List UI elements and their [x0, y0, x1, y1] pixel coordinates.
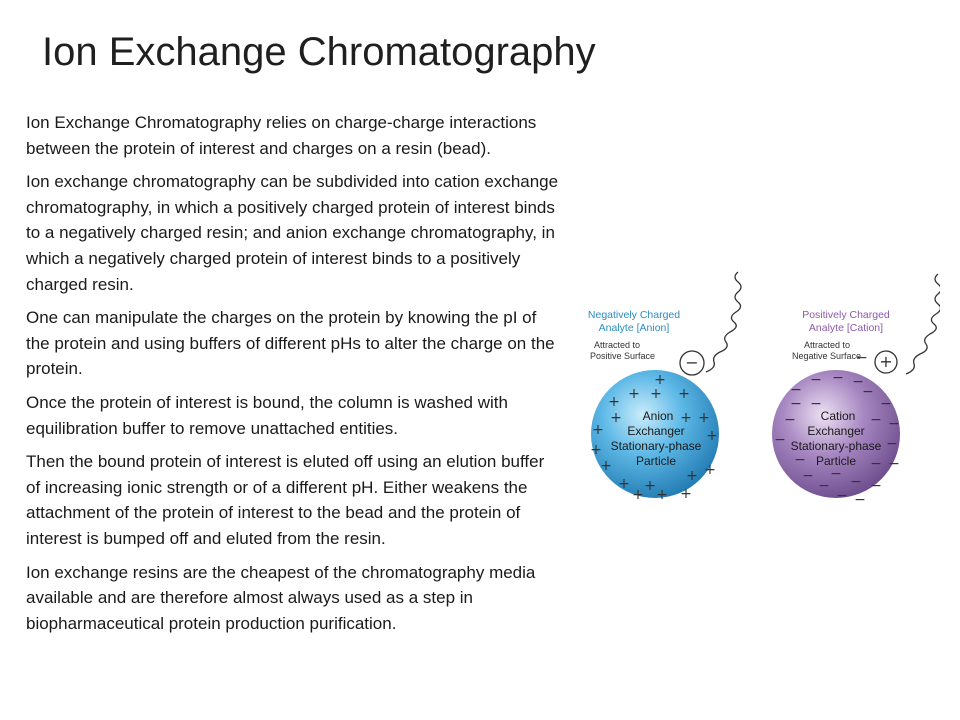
cation-squiggle — [906, 274, 940, 374]
anion-exchanger-group — [588, 272, 741, 503]
cation-bead-line4: Particle — [815, 454, 857, 468]
anion-charge: + — [656, 487, 668, 503]
cation-charge: − — [784, 412, 796, 428]
cation-charge: − — [856, 350, 868, 366]
anion-charge: + — [650, 386, 662, 402]
paragraph-1: Ion Exchange Chromatography relies on charge-charge interactions between the protein of interest and charges on a resin (bead). — [26, 113, 537, 158]
cation-charge: − — [870, 412, 882, 428]
paragraph-4: Once the protein of interest is bound, the column is washed with equilibration buffer to remove unattached entities. — [26, 392, 508, 438]
cation-charge: − — [888, 416, 900, 432]
anion-charge: + — [706, 428, 718, 444]
cation-charge: − — [810, 396, 822, 412]
anion-squiggle — [706, 272, 741, 372]
cation-attracted-line1: Attracted to — [804, 340, 851, 350]
anion-bead-line4: Particle — [635, 454, 677, 468]
paragraph-5: Then the bound protein of interest is eluted off using an elution buffer of increasing ionic strength or of a different pH. Either weakens the attachment of the protein of interest to the bead and the protein of interest is bumped off and eluted from the resin. — [26, 452, 545, 548]
cation-charge: − — [880, 396, 892, 412]
anion-charge: + — [632, 487, 644, 503]
anion-charge: + — [678, 386, 690, 402]
anion-charge: + — [608, 394, 620, 410]
cation-charge: − — [852, 374, 864, 390]
cation-analyte-label-line1: Positively Charged — [802, 309, 890, 321]
anion-bead-line3: Stationary-phase — [610, 439, 702, 453]
cation-charge: − — [802, 468, 814, 484]
cation-charge: − — [774, 432, 786, 448]
anion-charge: + — [686, 468, 698, 484]
anion-charge: + — [592, 422, 604, 438]
cation-charge: − — [862, 384, 874, 400]
cation-charge: − — [886, 436, 898, 452]
cation-attracted-line2: Negative Surface — [792, 351, 862, 361]
anion-attracted-line1: Attracted to — [594, 340, 641, 350]
anion-charge: + — [680, 486, 692, 502]
paragraph-3: One can manipulate the charges on the protein by knowing the pI of the protein and using buffers of different pHs to alter the charge on the protein. — [26, 308, 555, 379]
slide-title: Ion Exchange Chromatography — [42, 30, 596, 74]
cation-charge: − — [794, 452, 806, 468]
anion-analyte-label-line2: Analyte [Anion] — [598, 322, 670, 334]
anion-charge: + — [654, 372, 666, 388]
cation-charge: − — [836, 488, 848, 504]
ion-exchange-figure — [580, 268, 940, 528]
cation-charge: − — [790, 396, 802, 412]
cation-charge: − — [810, 372, 822, 388]
anion-analyte-sign: − — [685, 353, 699, 372]
anion-attracted-line2: Positive Surface — [590, 351, 656, 361]
ion-exchange-diagram — [580, 268, 940, 528]
cation-charge: − — [888, 456, 900, 472]
paragraph-6: Ion exchange resins are the cheapest of the chromatography media available and are therefore almost always used as a step in biopharmaceutical protein production purification. — [26, 562, 536, 633]
anion-analyte-label-line1: Negatively Charged — [587, 309, 681, 321]
cation-bead-line3: Stationary-phase — [790, 439, 882, 453]
anion-charge: + — [600, 458, 612, 474]
cation-charge: − — [854, 492, 866, 508]
body-text — [26, 110, 562, 644]
anion-charge: + — [628, 386, 640, 402]
cation-exchanger-group — [772, 274, 940, 508]
anion-charge: + — [610, 410, 622, 426]
anion-bead-line1: Anion — [642, 409, 674, 423]
cation-charge: − — [870, 456, 882, 472]
cation-charge: − — [850, 474, 862, 490]
anion-charge: + — [680, 410, 692, 426]
cation-charge: − — [830, 466, 842, 482]
cation-analyte-label-line2: Analyte [Cation] — [808, 322, 884, 334]
anion-charge: + — [698, 410, 710, 426]
cation-charge: − — [870, 478, 882, 494]
cation-charge: − — [790, 382, 802, 398]
anion-bead-line2: Exchanger — [627, 424, 685, 438]
anion-charge: + — [704, 462, 716, 478]
cation-charge: − — [818, 478, 830, 494]
cation-bead-line2: Exchanger — [807, 424, 865, 438]
paragraph-2: Ion exchange chromatography can be subdivided into cation exchange chromatography, in which a positively charged protein of interest binds to a negatively charged resin; and anion exchange chromatography, in which a negatively charged protein of interest binds to a positively charged resin. — [26, 172, 559, 294]
anion-charge: + — [590, 442, 602, 458]
cation-analyte-sign: + — [879, 352, 893, 371]
cation-bead-line1: Cation — [820, 409, 856, 423]
cation-charge: − — [832, 370, 844, 386]
anion-charge: + — [644, 478, 656, 494]
anion-charge: + — [618, 476, 630, 492]
